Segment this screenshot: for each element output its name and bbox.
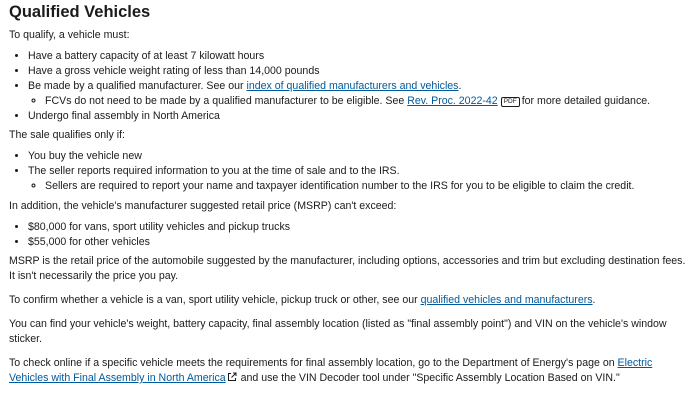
fcv-sublist <box>28 94 692 109</box>
msrp-intro-text: In addition, the vehicle's manufacturer suggested retail price (MSRP) can't exceed: <box>9 200 397 212</box>
list-item: ◦ Sellers are required to report your name and taxpayer identification number to the IRS for you to be eligible to claim the credit. <box>45 179 692 194</box>
msrp-definition-text: MSRP is the retail price of the automobile suggested by the manufacturer, including options, accessories and trim but excluding destination fees. It isn't necessarily the price you pay. <box>9 255 686 282</box>
list-item <box>28 79 692 109</box>
intro-text: To qualify, a vehicle must: <box>9 29 130 41</box>
manufacturer-req-text: Be made by a qualified manufacturer. See our <box>28 80 247 92</box>
rev-proc-link[interactable]: Rev. Proc. 2022-42 <box>407 95 498 107</box>
doe-assembly-link[interactable]: Electric Vehicles with Final Assembly in North America <box>9 357 653 384</box>
qualified-vehicles-link[interactable]: qualified vehicles and manufacturers <box>420 294 593 306</box>
external-link-icon[interactable] <box>227 372 237 387</box>
fcv-note-text: FCVs do not need to be made by a qualified manufacturer to be eligible. See <box>45 95 408 107</box>
check-online-prefix: To check online if a specific vehicle meets the requirements for final assembly location, go to the Department of Energy's page on <box>9 357 618 369</box>
confirm-suffix: . <box>592 294 596 306</box>
list-item: • You buy the vehicle new <box>28 149 692 164</box>
find-info-text: You can find your vehicle's weight, battery capacity, final assembly location (listed as "final assembly point") and VIN on the vehicle's window sticker. <box>9 318 667 345</box>
qualified-manufacturers-link[interactable]: index of qualified manufacturers and vehicles <box>246 80 459 92</box>
requirements-list <box>9 49 692 124</box>
list-item: • Have a battery capacity of at least 7 kilowatt hours <box>28 49 692 64</box>
seller-sublist <box>28 179 692 194</box>
page-title: Qualified Vehicles <box>9 3 151 21</box>
list-item: • $55,000 for other vehicles <box>28 235 692 250</box>
list-item: • Undergo final assembly in North America <box>28 109 692 124</box>
manufacturer-req-suffix: . <box>458 80 462 92</box>
msrp-list <box>9 220 692 250</box>
sale-intro-text: The sale qualifies only if: <box>9 129 126 141</box>
list-item: • Have a gross vehicle weight rating of less than 14,000 pounds <box>28 64 692 79</box>
check-online-suffix: and use the VIN Decoder tool under "Specific Assembly Location Based on VIN." <box>237 372 620 384</box>
confirm-prefix: To confirm whether a vehicle is a van, sport utility vehicle, pickup truck or other, see our <box>9 294 421 306</box>
list-item <box>45 94 692 109</box>
check-online-text <box>9 356 692 387</box>
fcv-note-suffix: for more detailed guidance. <box>521 95 651 107</box>
list-item <box>28 164 692 194</box>
seller-report-text: The seller reports required information to you at the time of sale and to the IRS. <box>28 165 400 177</box>
list-item: • $80,000 for vans, sport utility vehicles and pickup trucks <box>28 220 692 235</box>
pdf-badge: PDF <box>501 97 520 107</box>
sale-list <box>9 149 692 194</box>
confirm-text <box>9 293 692 308</box>
